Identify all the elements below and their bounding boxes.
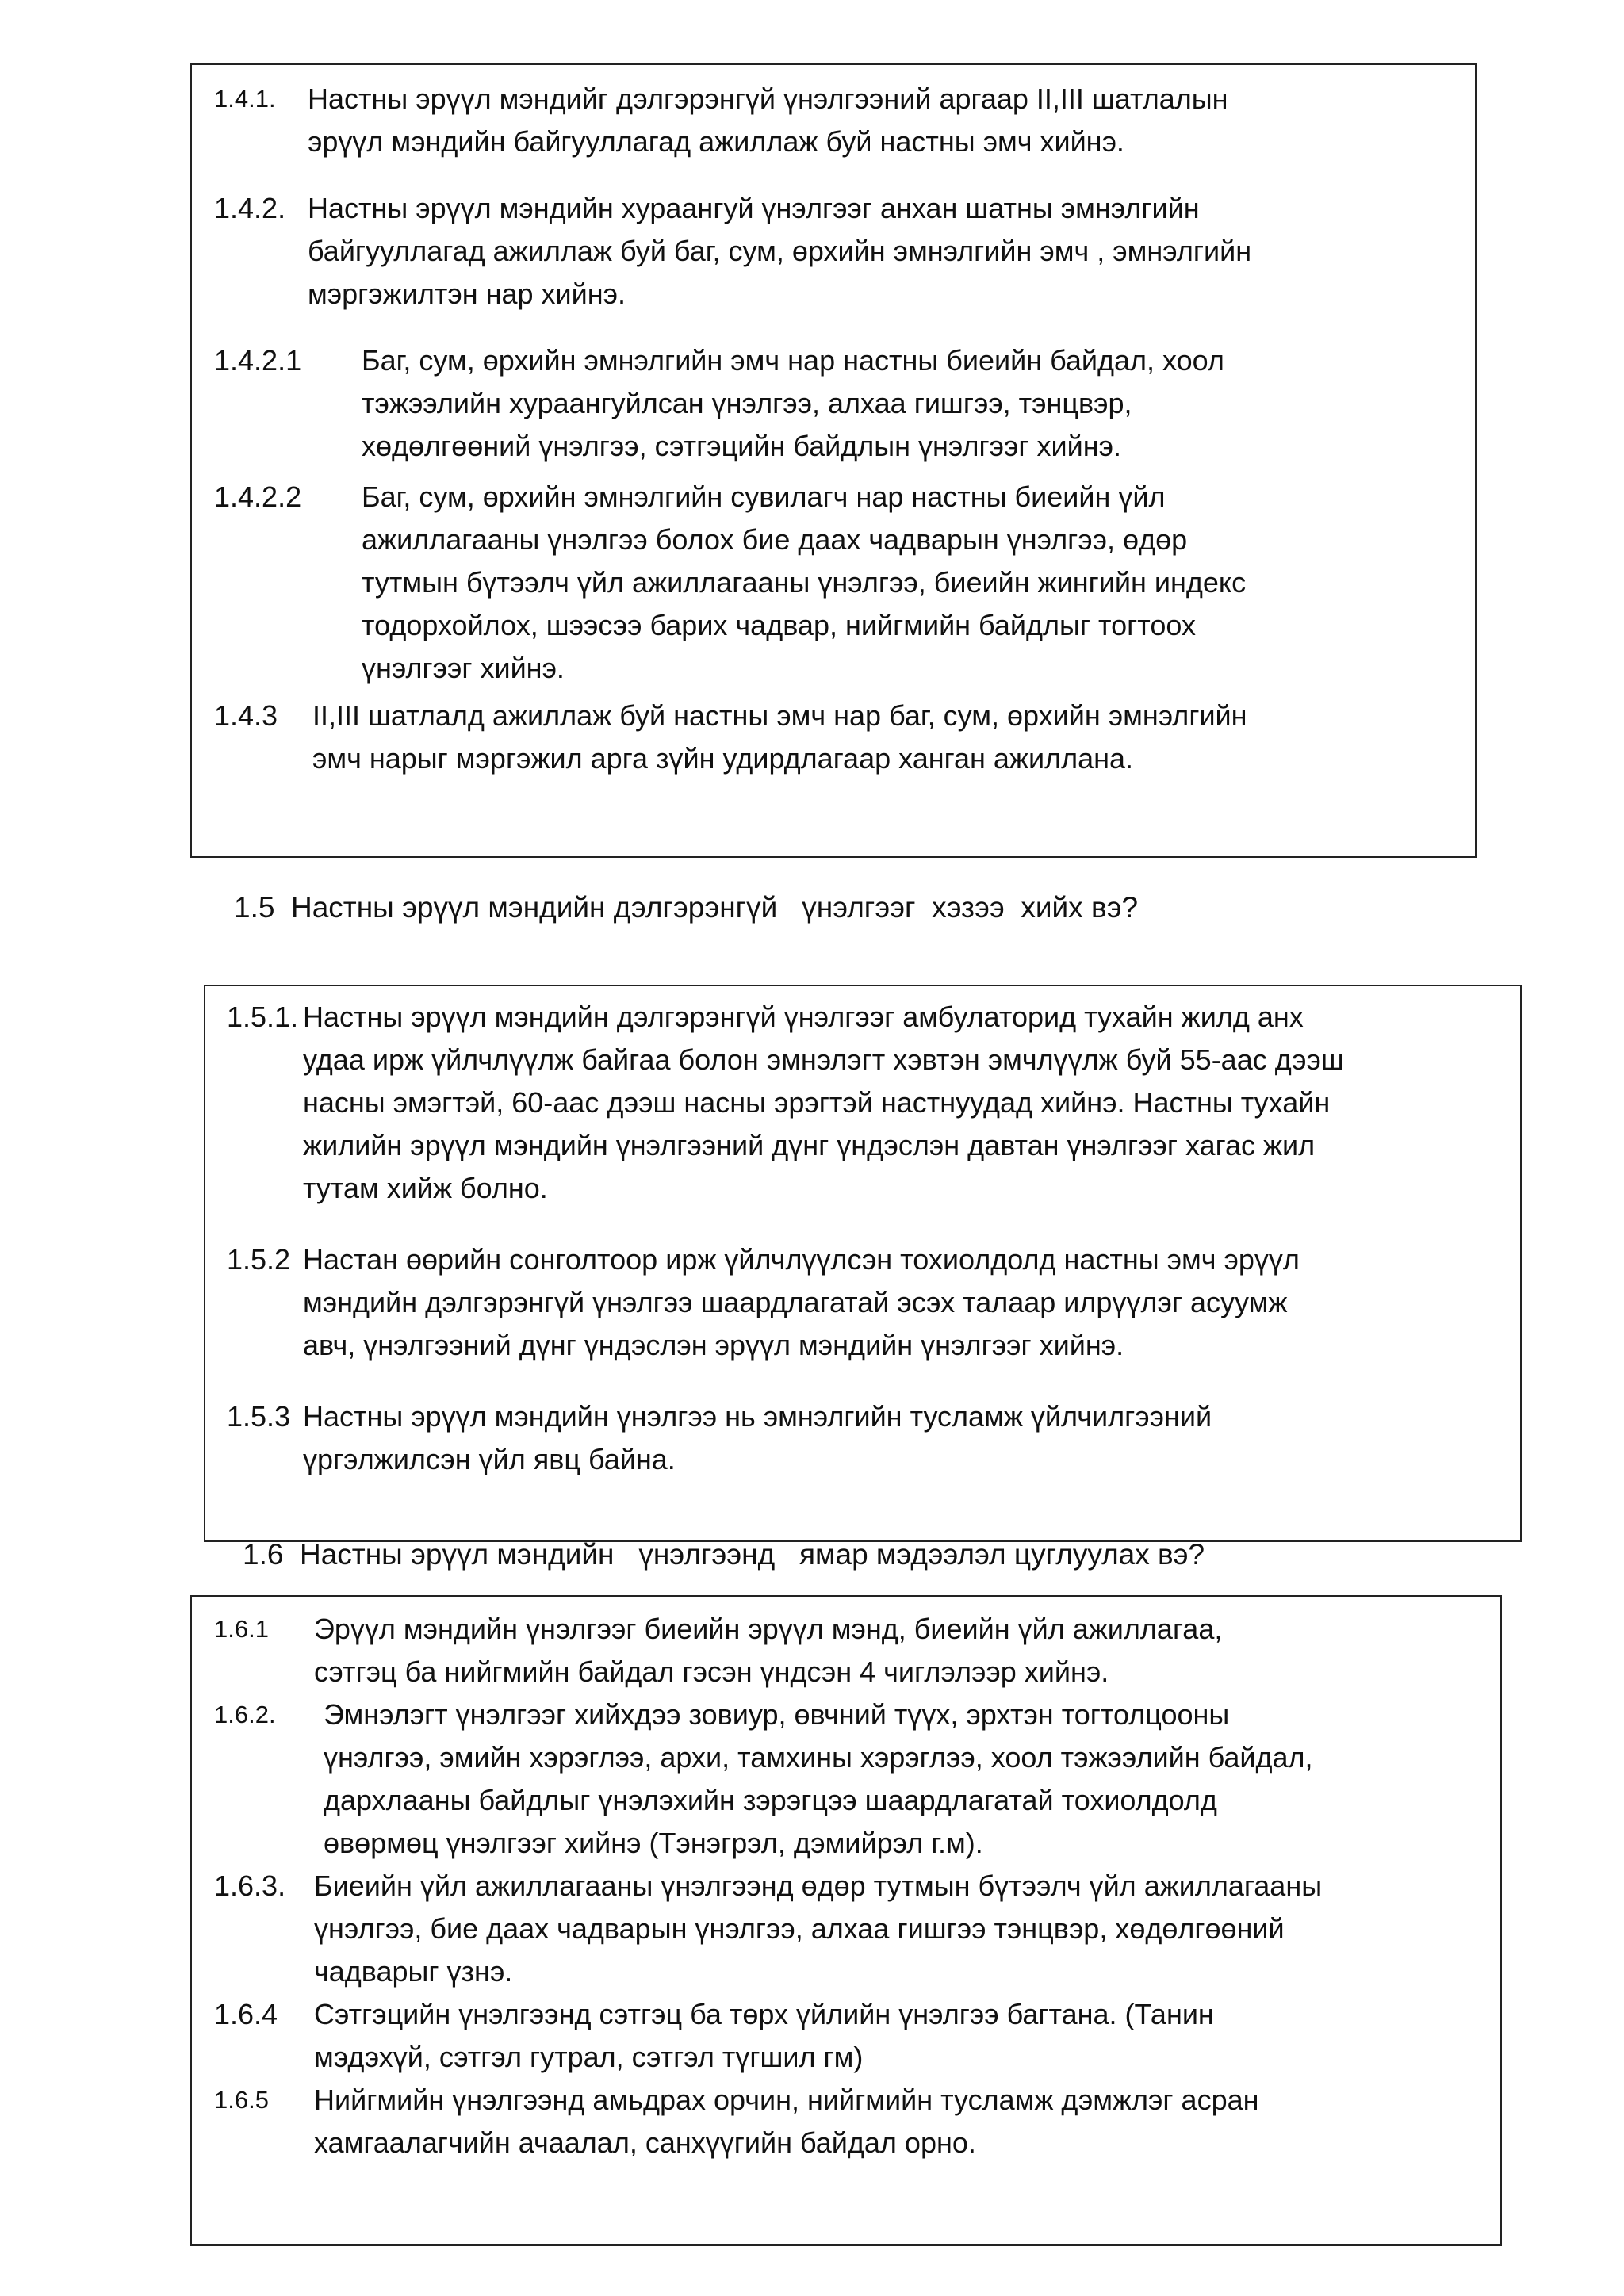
- item-text: Настны эрүүл мэндийг дэлгэрэнгүй үнэлгээний аргаар II,III шатлалын эрүүл мэндийн байгууллагад ажиллаж буй настны эмч хийнэ.: [308, 82, 1228, 158]
- item-1-6-1: [214, 1608, 1484, 1693]
- item-1-4-2-2: [214, 476, 1455, 690]
- item-number: 1.6.3.: [214, 1869, 286, 1902]
- item-number: 1.4.2.: [214, 192, 286, 224]
- item-1-6-2: [214, 1693, 1484, 1865]
- item-text: Настан өөрийн сонголтоор ирж үйлчлүүлсэн тохиолдолд настны эмч эрүүл мэндийн дэлгэрэнгүй үнэлгээ шаардлагатай эсэх талаар илрүүлэг асуумж авч, үнэлгээний дүнг үндэслэн эрүүл мэндийн үнэлгээг хийнэ.: [303, 1243, 1300, 1361]
- item-1-6-3: [214, 1865, 1484, 1993]
- item-number: 1.4.2.1: [214, 344, 302, 377]
- item-text: Баг, сум, өрхийн эмнэлгийн эмч нар настны биеийн байдал, хоол тэжээлийн хураангуйлсан үнэлгээ, алхаа гишгээ, тэнцвэр, хөдөлгөөний үнэлгээ, сэтгэцийн байдлын үнэлгээг хийнэ.: [362, 344, 1224, 462]
- item-text: Нийгмийн үнэлгээнд амьдрах орчин, нийгмийн тусламж дэмжлэг асран хамгаалагчийн ачаалал, санхүүгийн байдал орно.: [314, 2084, 1259, 2159]
- item-1-5-2: [227, 1238, 1518, 1367]
- item-1-4-2: [214, 187, 1455, 316]
- item-1-6-4: [214, 1993, 1484, 2079]
- item-1-4-2-1: [214, 339, 1455, 468]
- item-number: 1.4.2.2: [214, 480, 302, 513]
- item-1-5-3: [227, 1395, 1518, 1481]
- item-1-4-3: [214, 695, 1455, 780]
- item-number: 1.4.1.: [214, 85, 276, 113]
- item-text: Эмнэлэгт үнэлгээг хийхдээ зовиур, өвчний түүх, эрхтэн тогтолцооны үнэлгээ, эмийн хэрэглээ, архи, тамхины хэрэглээ, хоол тэжээлийн байдал, дархлааны байдлыг үнэлэхийн зэрэгцээ шаардлагатай тохиолдолд өвөрмөц үнэлгээг хийнэ (Тэнэгрэл, дэмийрэл г.м).: [324, 1698, 1313, 1859]
- item-number: 1.6.1: [214, 1615, 269, 1643]
- item-text: Эрүүл мэндийн үнэлгээг биеийн эрүүл мэнд, биеийн үйл ажиллагаа, сэтгэц ба нийгмийн байдал гэсэн үндсэн 4 чиглэлээр хийнэ.: [314, 1613, 1223, 1688]
- item-text: Настны эрүүл мэндийн хураангуй үнэлгээг анхан шатны эмнэлгийн байгууллагад ажиллаж буй баг, сум, өрхийн эмнэлгийн эмч , эмнэлгийн мэргэжилтэн нар хийнэ.: [308, 192, 1252, 310]
- item-number: 1.6.5: [214, 2086, 269, 2114]
- item-1-6-5: [214, 2079, 1484, 2164]
- item-text: Настны эрүүл мэндийн үнэлгээ нь эмнэлгийн тусламж үйлчилгээний үргэлжилсэн үйл явц байна.: [303, 1400, 1212, 1475]
- heading-1-5: 1.5 Настны эрүүл мэндийн дэлгэрэнгүй үнэлгээг хэзээ хийх вэ?: [234, 891, 1139, 924]
- item-number: 1.5.3: [227, 1400, 291, 1433]
- item-1-4-1: [214, 78, 1455, 163]
- item-number: 1.6.4: [214, 1998, 278, 2030]
- item-text: Баг, сум, өрхийн эмнэлгийн сувилагч нар настны биеийн үйл ажиллагааны үнэлгээ болох бие даах чадварын үнэлгээ, өдөр тутмын бүтээлч үйл ажиллагааны үнэлгээ, биеийн жингийн индекс тодорхойлох, шээсээ барих чадвар, нийгмийн байдлыг тогтоох үнэлгээг хийнэ.: [362, 480, 1247, 684]
- heading-1-6: 1.6 Настны эрүүл мэндийн үнэлгээнд ямар мэдээлэл цуглуулах вэ?: [243, 1538, 1205, 1571]
- item-number: 1.5.1.: [227, 1001, 299, 1033]
- item-number: 1.4.3: [214, 699, 278, 732]
- item-text: Настны эрүүл мэндийн дэлгэрэнгүй үнэлгээг амбулаторид тухайн жилд анх удаа ирж үйлчлүүлж байгаа болон эмнэлэгт хэвтэн эмчлүүлж буй 55-аас дээш насны эмэгтэй, 60-аас дээш насны эрэгтэй настнуудад хийнэ. Настны тухайн жилийн эрүүл мэндийн үнэлгээний дүнг үндэслэн давтан үнэлгээг хагас жил тутам хийж болно.: [303, 1001, 1344, 1204]
- item-1-5-1: [227, 996, 1518, 1210]
- item-text: II,III шатлалд ажиллаж буй настны эмч нар баг, сум, өрхийн эмнэлгийн эмч нарыг мэргэжил арга зүйн удирдлагаар ханган ажиллана.: [312, 699, 1247, 775]
- item-number: 1.6.2.: [214, 1701, 276, 1728]
- item-text: Биеийн үйл ажиллагааны үнэлгээнд өдөр тутмын бүтээлч үйл ажиллагааны үнэлгээ, бие даах чадварын үнэлгээ, алхаа гишгээ тэнцвэр, хөдөлгөөний чадварыг үзнэ.: [314, 1869, 1323, 1988]
- item-number: 1.5.2: [227, 1243, 291, 1276]
- item-text: Сэтгэцийн үнэлгээнд сэтгэц ба төрх үйлийн үнэлгээ багтана. (Танин мэдэхүй, сэтгэл гутрал, сэтгэл түгшил гм): [314, 1998, 1214, 2073]
